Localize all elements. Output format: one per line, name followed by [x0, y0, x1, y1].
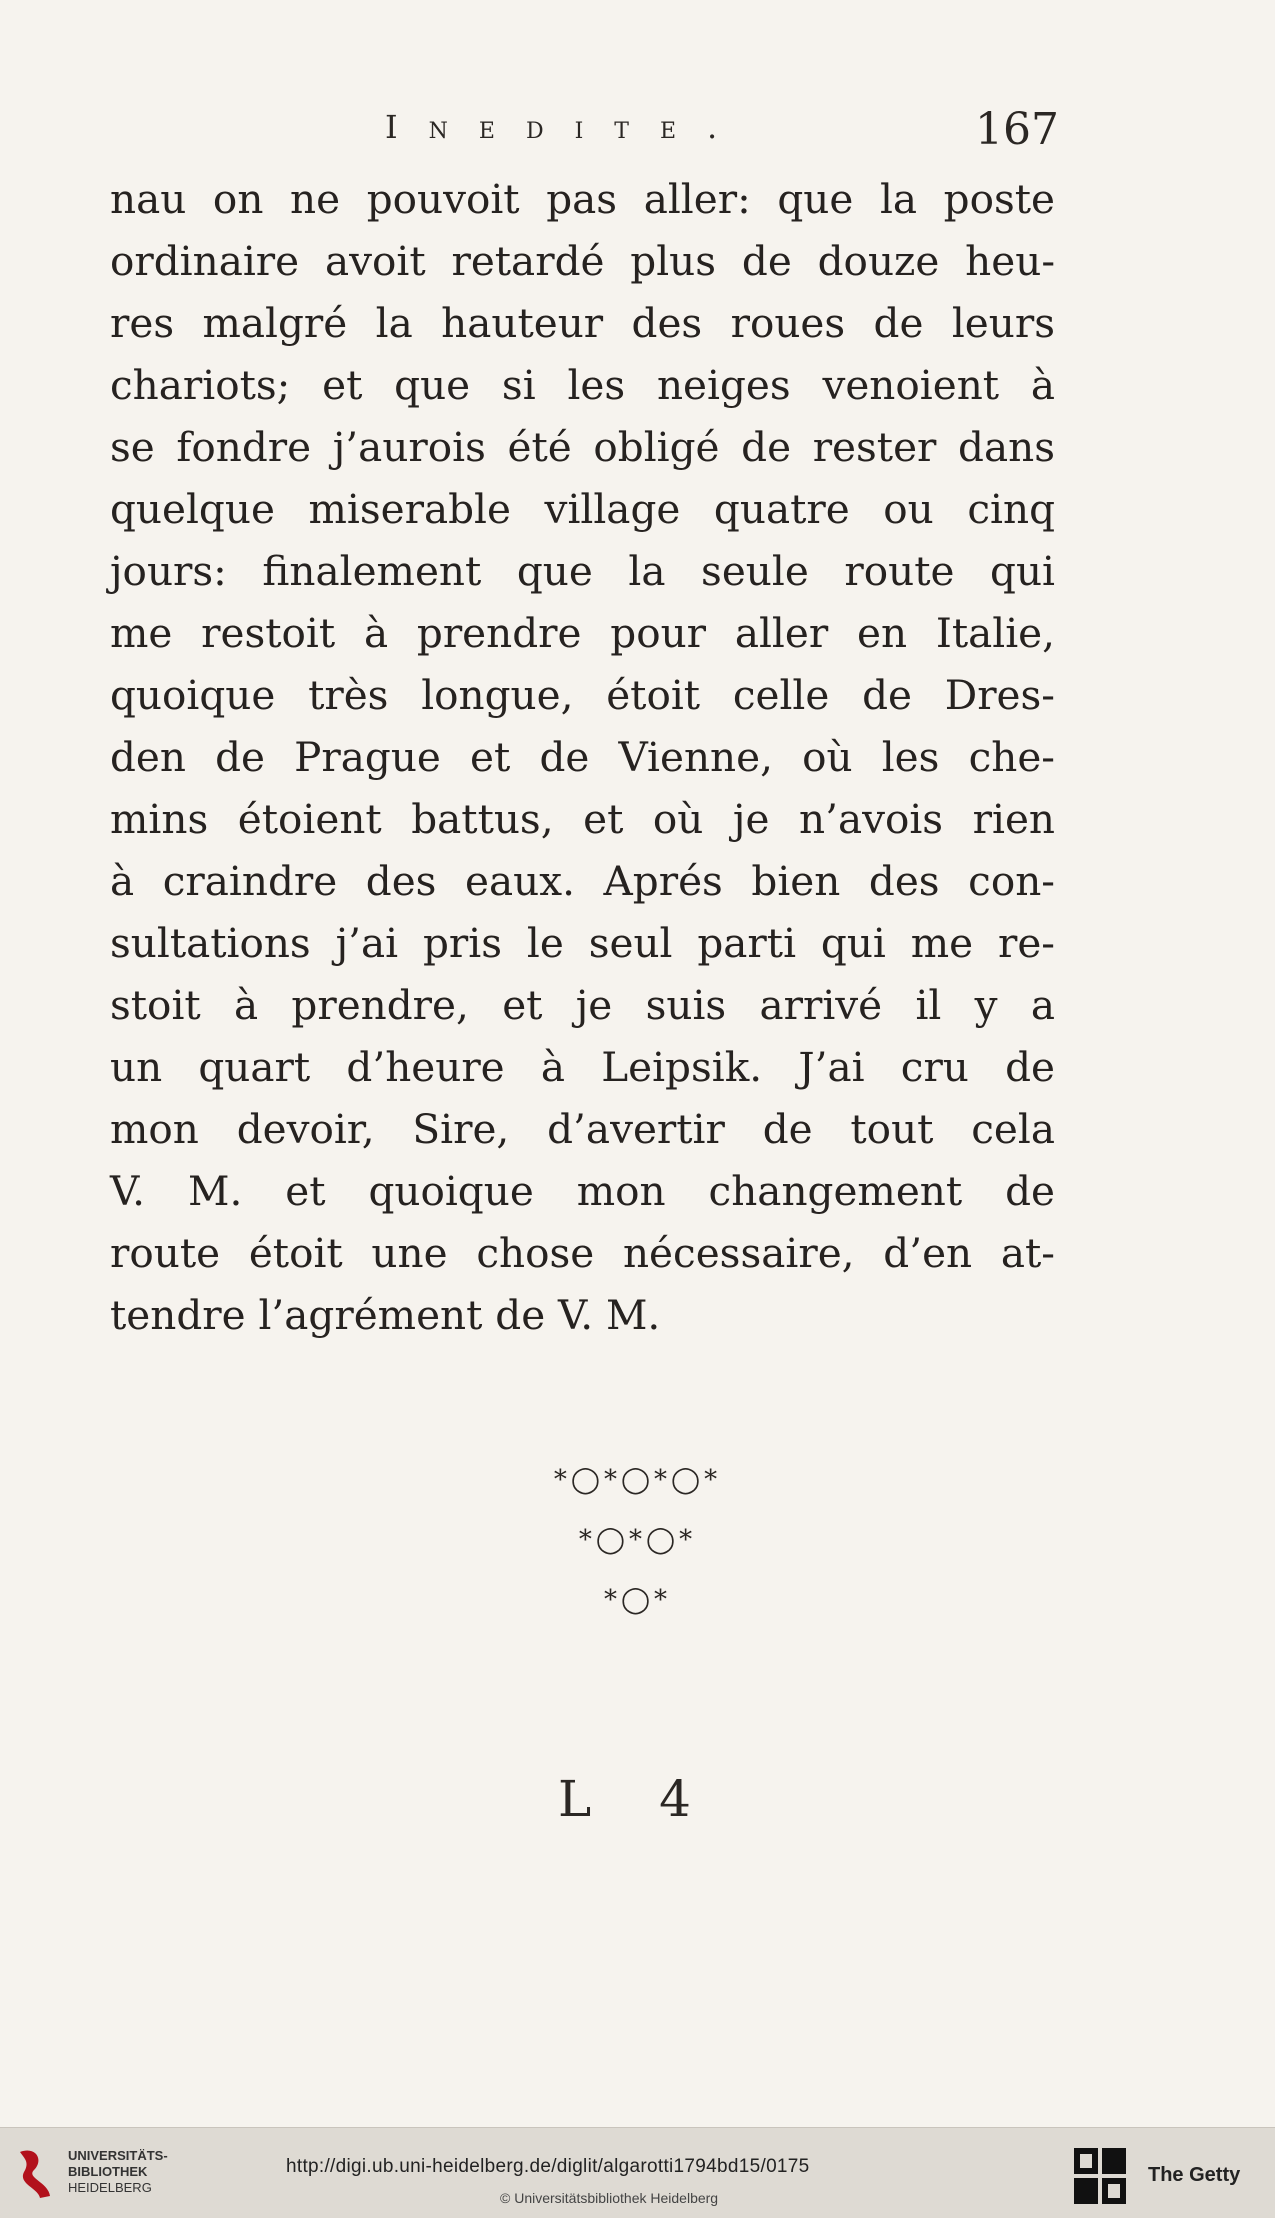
text-line: à craindre des eaux. Aprés bien des con-	[110, 857, 1055, 905]
partner-name: The Getty	[1148, 2164, 1241, 2186]
getty-logo-icon[interactable]	[1074, 2148, 1126, 2204]
text-line: me restoit à prendre pour aller en Italie,	[110, 609, 1055, 657]
text-line: quoique très longue, étoit celle de Dres-	[110, 671, 1055, 719]
text-line: route étoit une chose nécessaire, d’en at-	[110, 1229, 1055, 1277]
copyright-text: © Universitätsbibliothek Heidelberg	[500, 2190, 719, 2206]
text-line: res malgré la hauteur des roues de leurs	[110, 299, 1055, 347]
running-title: Inedite.	[385, 108, 749, 146]
library-name	[68, 2148, 168, 2196]
ornament-row: *◯*◯*◯*	[553, 1465, 722, 1495]
page-number: 167	[975, 104, 1059, 155]
university-library-logo-icon[interactable]	[14, 2146, 58, 2202]
library-name-line: BIBLIOTHEK	[68, 2164, 148, 2179]
text-line: mins étoient battus, et où je n’avois rien	[110, 795, 1055, 843]
body-text	[110, 168, 1055, 1346]
signature-mark: L 4	[558, 1770, 717, 1828]
page-header	[0, 104, 1275, 168]
text-line: den de Prague et de Vienne, où les che-	[110, 733, 1055, 781]
text-line: ordinaire avoit retardé plus de douze heu-	[110, 237, 1055, 285]
text-line: tendre l’agrément de V. M.	[110, 1291, 661, 1339]
text-line: un quart d’heure à Leipsik. J’ai cru de	[110, 1043, 1055, 1091]
text-line: jours: finalement que la seule route qui	[110, 547, 1055, 595]
library-name-line: UNIVERSITÄTS-	[68, 2148, 168, 2163]
text-line: se fondre j’aurois été obligé de rester dans	[110, 423, 1055, 471]
text-line: quelque miserable village quatre ou cinq	[110, 485, 1055, 533]
library-name-line: HEIDELBERG	[68, 2180, 152, 2195]
text-line: chariots; et que si les neiges venoient à	[110, 361, 1055, 409]
ornament-row: *◯*	[603, 1585, 672, 1615]
text-line: sultations j’ai pris le seul parti qui me re-	[110, 919, 1055, 967]
text-line: mon devoir, Sire, d’avertir de tout cela	[110, 1105, 1055, 1153]
text-line: nau on ne pouvoit pas aller: que la poste	[110, 175, 1055, 223]
footer-bar	[0, 2127, 1275, 2218]
source-url-link[interactable]: http://digi.ub.uni-heidelberg.de/diglit/algarotti1794bd15/0175	[286, 2156, 810, 2177]
text-line: V. M. et quoique mon changement de	[110, 1167, 1055, 1215]
ornament-row: *◯*◯*	[578, 1525, 697, 1555]
text-line: stoit à prendre, et je suis arrivé il y a	[110, 981, 1055, 1029]
